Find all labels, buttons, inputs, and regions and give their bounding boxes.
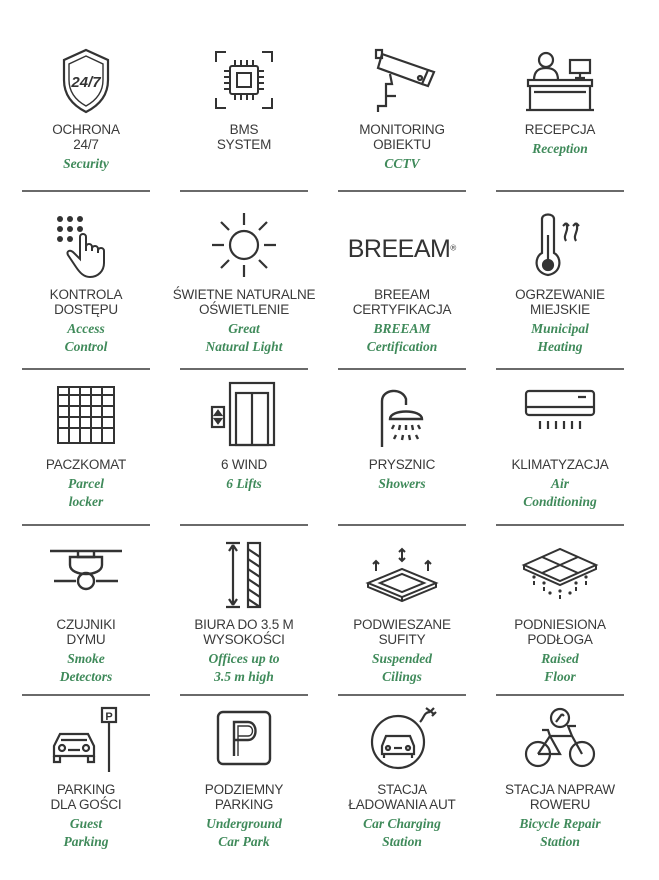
amenity-label-pl: BREEAM CERTYFIKACJA: [352, 287, 452, 317]
amenity-label-pl: RECEPCJA: [524, 122, 596, 137]
breeam-logo-icon: [347, 205, 457, 285]
amenity-card: [164, 535, 324, 685]
amenity-label-en: Security: [63, 156, 109, 171]
breeam-logo-text: BREEAM: [347, 235, 451, 263]
raised-floor-icon: [520, 535, 600, 615]
row-divider: [180, 190, 308, 192]
amenity-card: [480, 40, 640, 190]
row-divider: [338, 694, 466, 696]
row-divider: [22, 524, 150, 526]
parcel-locker-icon: [46, 375, 126, 455]
suspended-ceiling-icon: [362, 535, 442, 615]
parking-sign-icon: [204, 700, 284, 780]
row-divider: [22, 694, 150, 696]
amenity-card: [6, 535, 166, 685]
row-divider: [496, 368, 624, 370]
amenity-label-en: Bicycle Repair Station: [519, 816, 601, 849]
ceiling-height-icon: [204, 535, 284, 615]
row-divider: [338, 524, 466, 526]
amenity-card: [164, 205, 324, 355]
thermometer-icon: [520, 205, 600, 285]
registered-mark-icon: ®: [450, 243, 457, 253]
amenity-label-pl: CZUJNIKI DYMU: [56, 617, 116, 647]
amenity-label-pl: PODWIESZANE SUFITY: [353, 617, 451, 647]
amenity-label-pl: BMS SYSTEM: [216, 122, 272, 152]
amenity-label-en: Showers: [378, 476, 426, 491]
row-divider: [496, 190, 624, 192]
reception-desk-icon: [520, 40, 600, 120]
keypad-hand-icon: [46, 205, 126, 285]
amenity-label-en: Car Charging Station: [363, 816, 441, 849]
amenity-card: [6, 375, 166, 525]
row-divider: [180, 368, 308, 370]
amenity-label-pl: KLIMATYZACJA: [511, 457, 609, 472]
row-divider: [22, 190, 150, 192]
amenity-card: [164, 700, 324, 850]
sun-icon: [204, 205, 284, 285]
amenity-label-pl: KONTROLA DOSTĘPU: [49, 287, 123, 317]
svg-text:24/7: 24/7: [71, 74, 101, 91]
amenity-label-pl: ŚWIETNE NATURALNE OŚWIETLENIE: [172, 287, 316, 317]
row-divider: [496, 694, 624, 696]
row-divider: [496, 524, 624, 526]
amenity-label-pl: PODNIESIONA PODŁOGA: [514, 617, 606, 647]
ev-charging-icon: [362, 700, 442, 780]
guest-parking-icon: [46, 700, 126, 780]
amenity-label-en: Parcel locker: [68, 476, 104, 509]
amenity-label-en: Smoke Detectors: [59, 651, 113, 684]
amenity-card: [164, 375, 324, 525]
amenity-card: [322, 375, 482, 525]
amenity-label-en: Raised Floor: [541, 651, 579, 684]
amenity-label-pl: STACJA ŁADOWANIA AUT: [348, 782, 456, 812]
amenity-label-en: Suspended Cilings: [371, 651, 432, 684]
shower-icon: [362, 375, 442, 455]
amenity-card: [322, 205, 482, 355]
amenity-card: [6, 700, 166, 850]
amenity-card: [480, 375, 640, 525]
amenity-label-pl: 6 WIND: [220, 457, 268, 472]
amenity-label-en: 6 Lifts: [226, 476, 262, 491]
amenity-card: [6, 205, 166, 355]
amenity-card: [322, 535, 482, 685]
amenity-label-pl: BIURA DO 3.5 M WYSOKOŚCI: [194, 617, 294, 647]
amenity-label-pl: MONITORING OBIEKTU: [359, 122, 445, 152]
amenity-card: [480, 700, 640, 850]
bicycle-repair-icon: [520, 700, 600, 780]
elevator-icon: [204, 375, 284, 455]
amenity-card: [480, 205, 640, 355]
shield-24-7-icon: [46, 40, 126, 120]
amenity-label-en: Access Control: [64, 321, 108, 354]
amenity-card: [480, 535, 640, 685]
svg-text:P: P: [105, 711, 113, 723]
amenity-card: [6, 40, 166, 190]
amenity-label-pl: PACZKOMAT: [45, 457, 127, 472]
amenity-label-en: BREEAM Certification: [366, 321, 438, 354]
amenity-card: [322, 40, 482, 190]
air-conditioner-icon: [520, 375, 600, 455]
amenity-label-pl: OCHRONA 24/7: [52, 122, 120, 152]
amenity-label-pl: PARKING DLA GOŚCI: [50, 782, 122, 812]
amenity-card: [164, 40, 324, 190]
amenity-label-en: Great Natural Light: [205, 321, 283, 354]
amenity-label-pl: PRYSZNIC: [368, 457, 436, 472]
smoke-detector-icon: [46, 535, 126, 615]
cctv-camera-icon: [362, 40, 442, 120]
amenity-label-pl: PODZIEMNY PARKING: [204, 782, 284, 812]
row-divider: [338, 368, 466, 370]
amenity-label-en: Underground Car Park: [206, 816, 282, 849]
amenity-label-en: Offices up to 3.5 m high: [208, 651, 280, 684]
amenity-label-en: Reception: [532, 141, 588, 156]
row-divider: [180, 524, 308, 526]
row-divider: [338, 190, 466, 192]
row-divider: [180, 694, 308, 696]
amenity-label-en: Municipal Heating: [531, 321, 589, 354]
amenity-label-en: Guest Parking: [63, 816, 109, 849]
amenity-label-en: Air Conditioning: [523, 476, 597, 509]
row-divider: [22, 368, 150, 370]
chip-icon: [204, 40, 284, 120]
amenity-label-pl: STACJA NAPRAW ROWERU: [505, 782, 615, 812]
amenity-label-pl: OGRZEWANIE MIEJSKIE: [515, 287, 605, 317]
amenity-card: [322, 700, 482, 850]
amenity-label-en: CCTV: [384, 156, 420, 171]
